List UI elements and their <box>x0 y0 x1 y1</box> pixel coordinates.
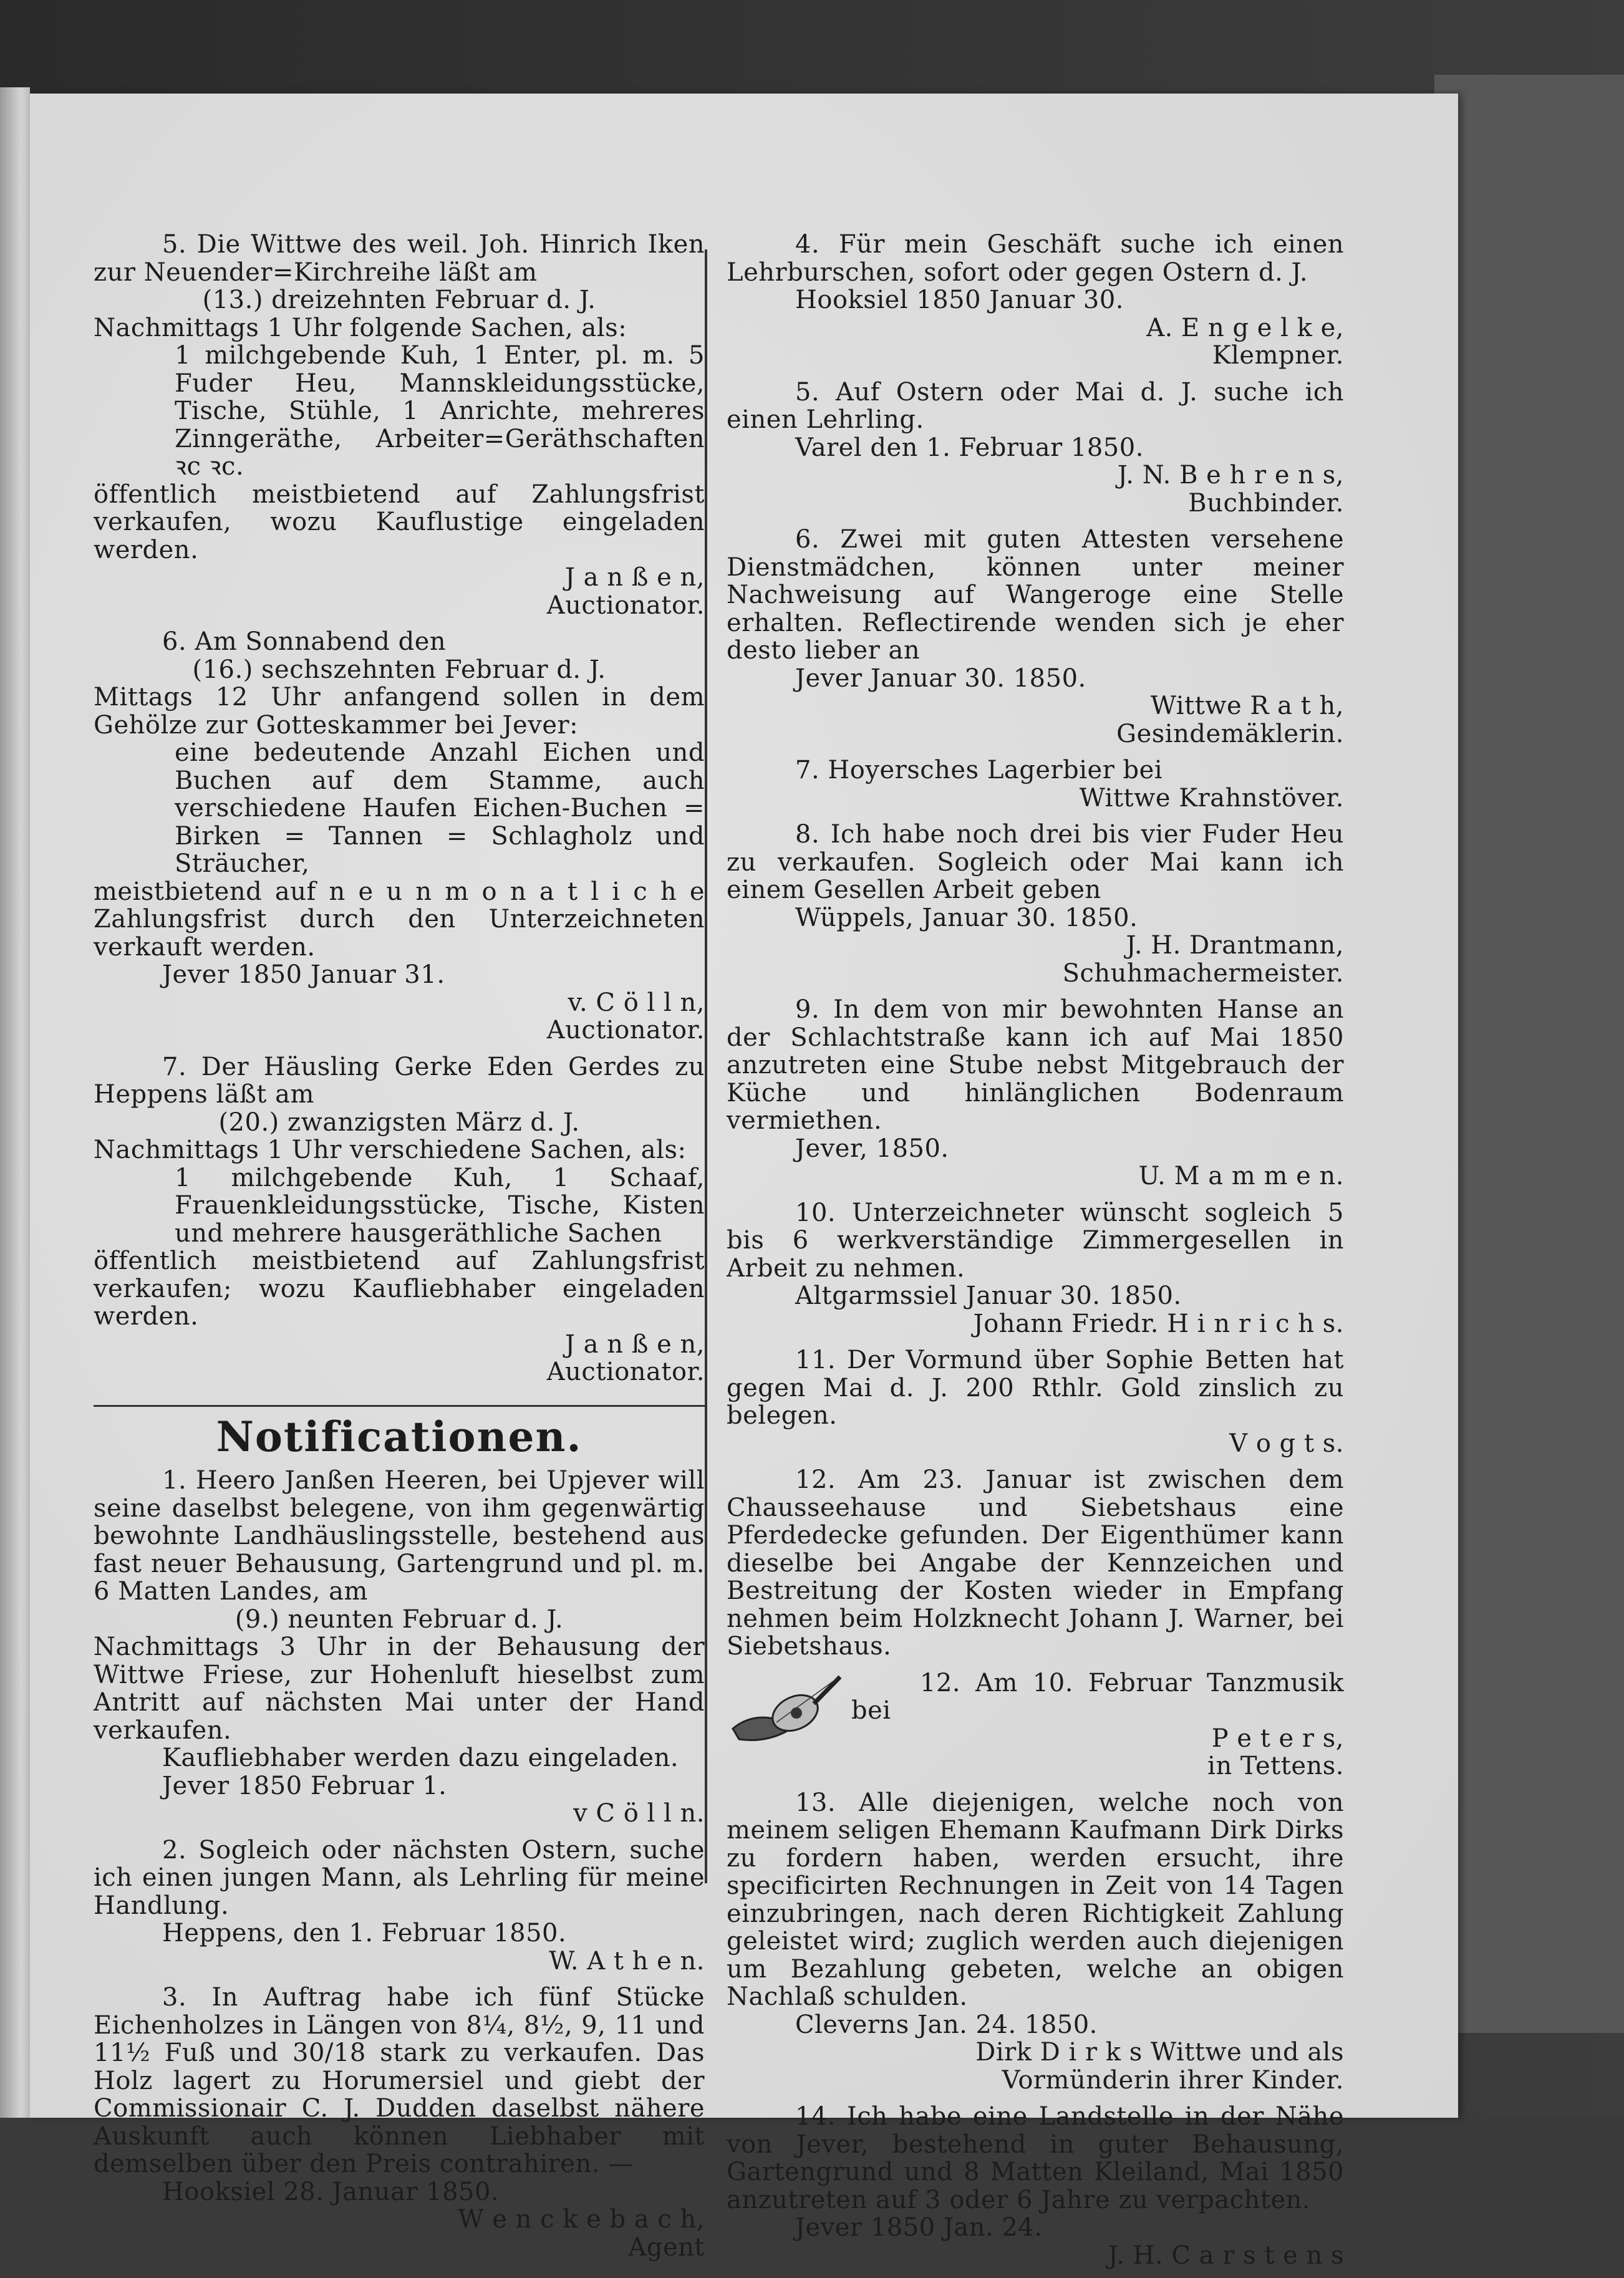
notice-text: Nachmittags 1 Uhr folgende Sachen, als: <box>94 313 627 342</box>
notification-12-found <box>727 1466 1344 1661</box>
signature-name: J a n ß e n, <box>564 1330 705 1359</box>
notice-text: 4. Für mein Geschäft suche ich einen Lehrburschen, sofort oder gegen Ostern d. J. <box>727 230 1344 287</box>
notice-text: meistbietend auf n e u n m o n a t l i c h e Zahlungsfrist durch den Unterzeichneten verkauft werden. <box>94 877 705 962</box>
notice-place-date: Hooksiel 1850 Januar 30. <box>795 286 1124 314</box>
notification-14 <box>727 2103 1344 2269</box>
notification-7 <box>727 756 1344 812</box>
notification-2 <box>94 1836 705 1976</box>
notice-items: 1 milchgebende Kuh, 1 Schaaf, Frauenkleidungsstücke, Tische, Kisten und mehrere hausgeräthliche Sachen <box>175 1163 705 1248</box>
notice-place-date: Cleverns Jan. 24. 1850. <box>795 2010 1098 2039</box>
notice-place-date: Jever, 1850. <box>795 1134 949 1163</box>
section-heading: Notificationen. <box>216 1412 582 1461</box>
notice-date: (16.) sechszehnten Februar d. J. <box>192 655 606 684</box>
signature-name: V o g t s. <box>1229 1429 1344 1458</box>
notification-13 <box>727 1789 1344 2095</box>
notification-4 <box>727 231 1344 370</box>
signature-title: Auctionator. <box>546 591 705 620</box>
signature-name: Johann Friedr. H i n r i c h s. <box>973 1309 1344 1338</box>
notice-text: 14. Ich habe eine Landstelle in der Nähe von Jever, bestehend in guter Behausung, Gartengrund und 8 Matten Kleiland, Mai 1850 anzutreten auf 3 oder 6 Jahre zu verpachten. <box>727 2102 1344 2214</box>
notice-place-date: Heppens, den 1. Februar 1850. <box>162 1919 567 1947</box>
notification-11 <box>727 1346 1344 1457</box>
notification-6 <box>727 526 1344 748</box>
notice-auction-6 <box>94 628 705 1045</box>
notice-text: 2. Sogleich oder nächsten Ostern, suche ich einen jungen Mann, als Lehrling für meine Handlung. <box>94 1835 705 1920</box>
notification-9 <box>727 996 1344 1190</box>
section-divider <box>94 1405 705 1407</box>
notice-auction-5 <box>94 231 705 619</box>
signature-name: W. A t h e n. <box>549 1946 705 1976</box>
notice-place-date: Jever 1850 Februar 1. <box>162 1771 447 1800</box>
right-column <box>727 231 1344 2278</box>
notice-place-date: Wüppels, Januar 30. 1850. <box>795 903 1138 932</box>
notice-place-date: Jever Januar 30. 1850. <box>795 664 1086 693</box>
notice-place-date: Jever 1850 Januar 31. <box>162 960 445 989</box>
notice-text: 11. Der Vormund über Sophie Betten hat gegen Mai d. J. 200 Rthlr. Gold zinslich zu belegen. <box>727 1346 1344 1430</box>
notice-text: 7. Hoyersches Lagerbier bei <box>795 756 1163 784</box>
notice-text: Nachmittags 1 Uhr verschiedene Sachen, als: <box>94 1136 687 1164</box>
notice-text: 5. Auf Ostern oder Mai d. J. suche ich einen Lehrling. <box>727 377 1344 434</box>
notification-8 <box>727 821 1344 987</box>
column-rule <box>705 249 707 1883</box>
signature-name: J. N. B e h r e n s, <box>1117 461 1344 490</box>
notice-date: (13.) dreizehnten Februar d. J. <box>202 286 596 314</box>
signature-title: Schuhmachermeister. <box>1062 958 1344 988</box>
notice-text: 12. Am 10. Februar Tanzmusik bei <box>851 1669 1344 1725</box>
notice-items: eine bedeutende Anzahl Eichen und Buchen auf dem Stamme, auch verschiedene Haufen Eichen-Buchen = Birken = Tannen = Schlagholz und Sträucher, <box>175 738 705 878</box>
notice-text: 1. Heero Janßen Heeren, bei Upjever will seine daselbst belegene, von ihm gegenwärtig bewohnte Landhäuslingsstelle, bestehend aus fast neuer Behausung, Gartengrund und pl. m. 6 Matten Landes, am <box>94 1466 705 1606</box>
signature-name: U. M a m m e n. <box>1138 1162 1344 1190</box>
notice-text: öffentlich meistbietend auf Zahlungsfrist verkaufen, wozu Kauflustige eingeladen werden. <box>94 480 705 564</box>
signature-name: v C ö l l n. <box>573 1799 705 1828</box>
notice-text: 13. Alle diejenigen, welche noch von meinem seligen Ehemann Kaufmann Dirk Dirks zu fordern haben, werden ersucht, ihre specificirten Rechnungen in Zeit von 14 Tagen einzubringen, nach deren Richtigkeit Zahlung geleistet wird; zuglich werden auch diejenigen um Bezahlung gebeten, welche an obigen Nachlaß schulden. <box>727 1788 1344 2011</box>
notice-text: öffentlich meistbietend auf Zahlungsfrist verkaufen; wozu Kaufliebhaber eingeladen werden. <box>94 1247 705 1331</box>
signature-name: v. C ö l l n, <box>568 988 705 1017</box>
signature-title: Gesindemäklerin. <box>1116 719 1344 748</box>
notice-text: 7. Der Häusling Gerke Eden Gerdes zu Heppens läßt am <box>94 1052 705 1109</box>
notice-text: 6. Am Sonnabend den <box>162 627 447 656</box>
notification-3 <box>94 1984 705 2261</box>
signature-name: J a n ß e n, <box>564 563 705 592</box>
notice-place-date: Hooksiel 28. Januar 1850. <box>162 2177 500 2206</box>
notice-items: 1 milchgebende Kuh, 1 Enter, pl. m. 5 Fuder Heu, Mannskleidungsstücke, Tische, Stühle, 1 Anrichte, mehreres Zinngeräthe, Arbeiter=Geräthschaften ꝛc ꝛc. <box>175 341 705 481</box>
notice-text: Nachmittags 3 Uhr in der Behausung der Wittwe Friese, zur Hohenluft hieselbst zum Antritt auf nächsten Mai unter der Hand verkaufen. <box>94 1633 705 1745</box>
signature-name: A. E n g e l k e, <box>1146 313 1344 342</box>
signature-name: Wittwe R a t h, <box>1150 692 1344 720</box>
left-column <box>94 231 705 2270</box>
notice-text: 12. Am 23. Januar ist zwischen dem Chausseehause und Siebetshaus eine Pferdedecke gefunden. Der Eigenthümer kann dieselbe bei Angabe der Kennzeichen und Bestreitung der Kosten wieder in Empfang nehmen beim Holzknecht Johann J. Warner, bei Siebetshaus. <box>727 1465 1344 1661</box>
notice-place-date: Altgarmssiel Januar 30. 1850. <box>795 1281 1182 1310</box>
notice-text: 10. Unterzeichneter wünscht sogleich 5 bis 6 werkverständige Zimmergesellen in Arbeit zu nehmen. <box>727 1198 1344 1283</box>
notice-date: (20.) zwanzigsten März d. J. <box>218 1108 580 1137</box>
notification-1 <box>94 1467 705 1828</box>
notice-text: Mittags 12 Uhr anfangend sollen in dem Gehölze zur Gotteskammer bei Jever: <box>94 683 705 740</box>
signature-name: P e t e r s, <box>1211 1724 1344 1753</box>
guitar-icon <box>727 1669 845 1744</box>
notice-text: Kaufliebhaber werden dazu eingeladen. <box>162 1744 679 1772</box>
notice-text: 9. In dem von mir bewohnten Hanse an der Schlachtstraße kann ich auf Mai 1850 anzutreten eine Stube nebst Mitgebrauch der Küche und hinlänglichen Bodenraum vermiethen. <box>727 995 1344 1135</box>
notice-text: 3. In Auftrag habe ich fünf Stücke Eichenholzes in Längen von 8¼, 8½, 9, 11 und 11½ Fuß und 30/18 stark zu verkaufen. Das Holz lagert zu Horumersiel und giebt der Commissionair C. J. Dudden daselbst nähere Auskunft auch können Liebhaber mit demselben über den Preis contrahiren. — <box>94 1983 705 2178</box>
signature-title: Klempner. <box>1212 341 1344 370</box>
notice-place-date: Jever 1850 Jan. 24. <box>795 2213 1043 2242</box>
signature-name: Dirk D i r k s Wittwe und als <box>975 2038 1344 2067</box>
signature-title: Agent <box>628 2232 705 2262</box>
signature-title: Auctionator. <box>546 1016 705 1045</box>
notice-place-date: Varel den 1. Februar 1850. <box>795 433 1144 462</box>
notice-auction-7 <box>94 1053 705 1386</box>
signature-title: Auctionator. <box>546 1358 705 1386</box>
signature-name: J. H. Drantmann, <box>1126 931 1344 960</box>
previous-page-edge <box>0 87 30 2118</box>
notice-text: 5. Die Wittwe des weil. Joh. Hinrich Iken zur Neuender=Kirchreihe läßt am <box>94 230 705 287</box>
notice-date: (9.) neunten Februar d. J. <box>234 1605 564 1634</box>
signature-name: W e n c k e b a c h, <box>458 2205 705 2234</box>
signature-title: Vormünderin ihrer Kinder. <box>1002 2065 1344 2095</box>
notice-text: 6. Zwei mit guten Attesten versehene Dienstmädchen, können unter meiner Nachweisung auf Wangeroge eine Stelle erhalten. Reflectirende wenden sich je eher desto lieber an <box>727 525 1344 665</box>
notification-10 <box>727 1199 1344 1338</box>
notification-12-dance <box>727 1669 1344 1780</box>
signature-title: Buchbinder. <box>1188 488 1344 518</box>
notification-5 <box>727 379 1344 518</box>
signature-name: Wittwe Krahnstöver. <box>1079 783 1344 813</box>
signature-title: in Tettens. <box>1207 1752 1344 1780</box>
book-cover-edge <box>1434 75 1624 2033</box>
notice-text: 8. Ich habe noch drei bis vier Fuder Heu zu verkaufen. Sogleich oder Mai kann ich einem Gesellen Arbeit geben <box>727 820 1344 904</box>
signature-name: J. H. C a r s t e n s <box>1108 2241 1344 2270</box>
